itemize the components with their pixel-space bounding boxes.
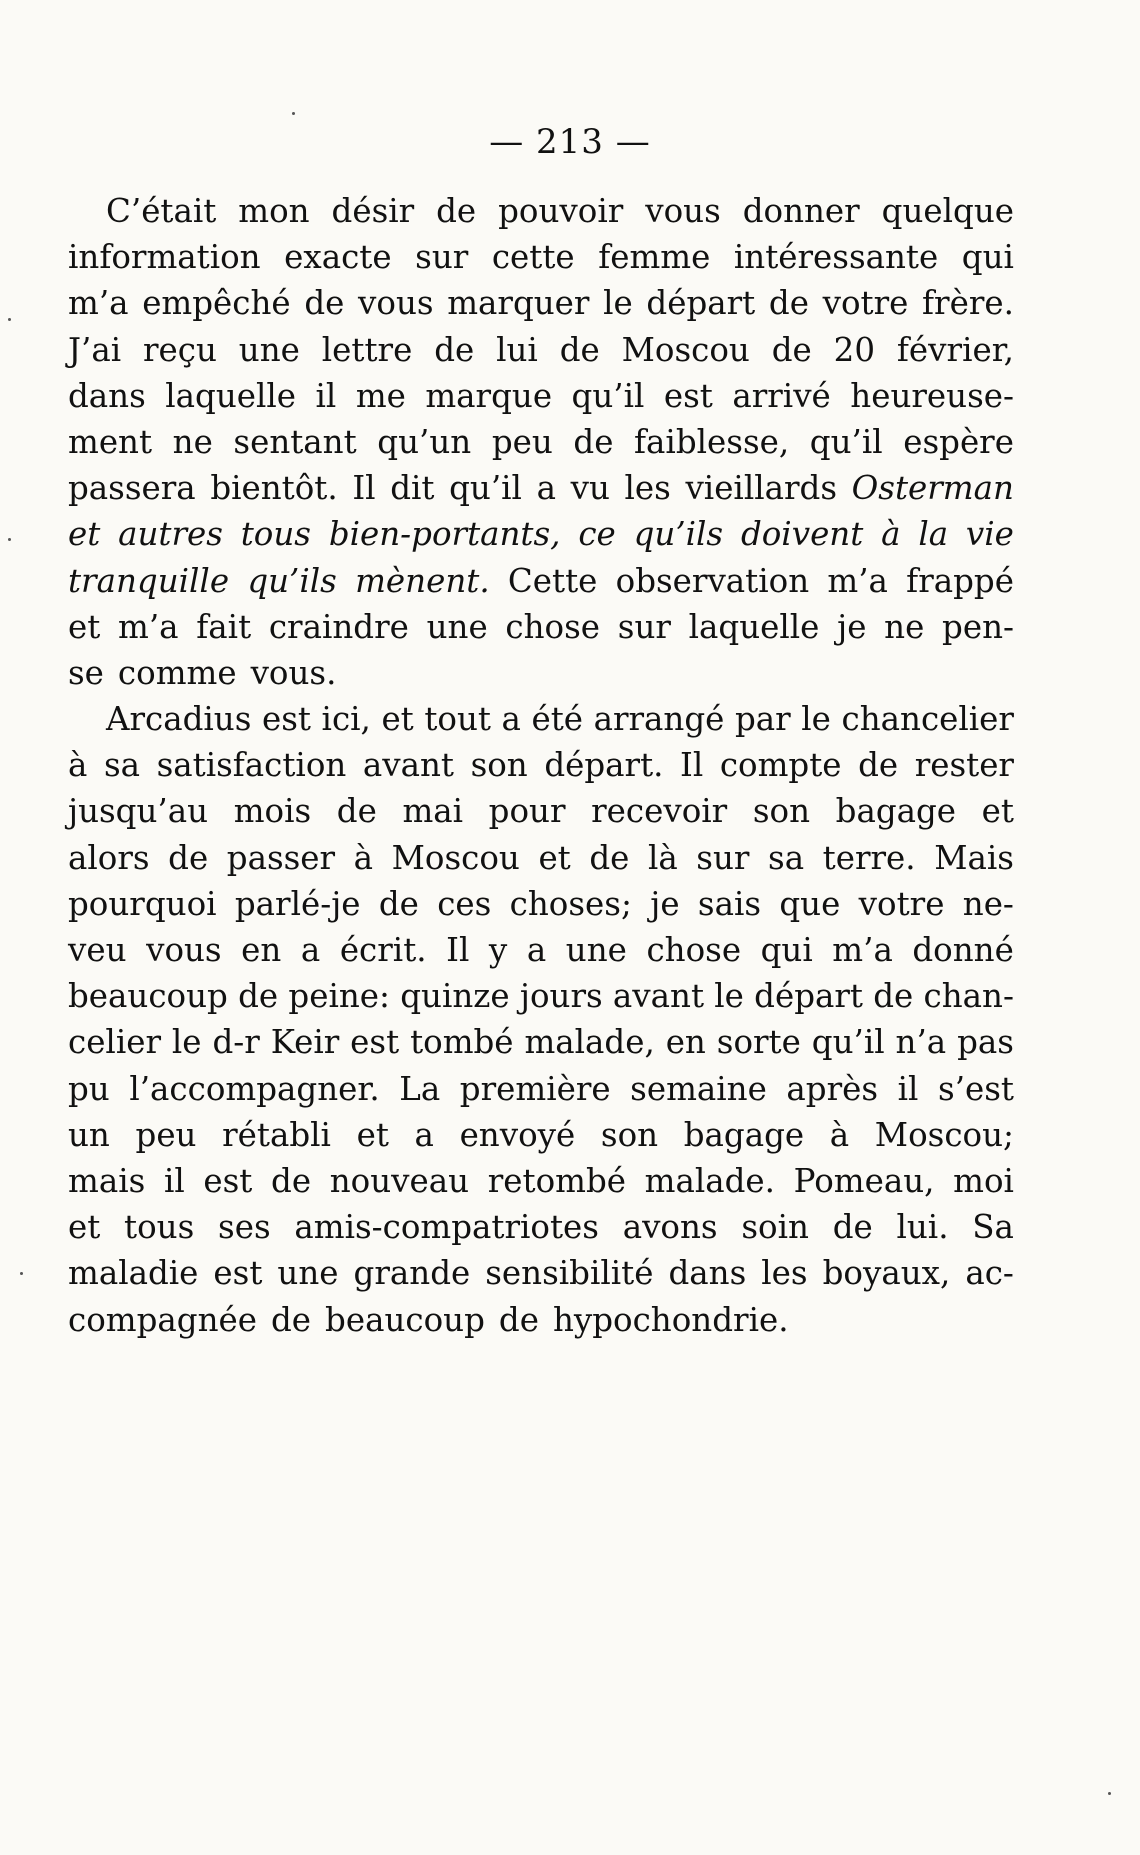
word: craindre xyxy=(268,607,409,646)
word: beaucoup xyxy=(68,977,228,1016)
text-line xyxy=(68,881,1014,927)
word: sur xyxy=(696,838,750,877)
word: est xyxy=(261,700,311,739)
word: me xyxy=(355,376,406,415)
word: tranquille xyxy=(68,561,230,600)
word: tous xyxy=(240,515,311,554)
word: ne xyxy=(172,422,213,461)
word: Moscou xyxy=(391,838,520,877)
word: ne xyxy=(884,607,925,646)
word: quinze xyxy=(400,977,510,1016)
word: alors xyxy=(68,838,150,877)
word: satisfaction xyxy=(156,746,347,785)
word: votre xyxy=(858,884,945,923)
word: le xyxy=(714,977,744,1016)
word: autres xyxy=(118,515,223,554)
word: laquelle xyxy=(165,376,297,415)
word: soin xyxy=(741,1208,809,1247)
word: une xyxy=(426,607,488,646)
word: sa xyxy=(768,838,805,877)
word: y xyxy=(488,931,508,969)
word: frappé xyxy=(906,561,1014,600)
print-speck xyxy=(20,1272,23,1275)
word: sorte xyxy=(716,1023,801,1062)
word: exacte xyxy=(284,238,392,277)
word: La xyxy=(399,1069,441,1108)
word: de xyxy=(832,1208,873,1247)
word: marque xyxy=(425,376,553,415)
word: son xyxy=(600,1115,659,1154)
word: pu xyxy=(68,1069,110,1108)
word: a xyxy=(414,1115,434,1154)
word: grande xyxy=(353,1254,471,1293)
word: vu xyxy=(570,469,610,508)
word: jours xyxy=(519,977,603,1016)
word: sentant xyxy=(233,422,357,461)
word: pen- xyxy=(942,607,1014,646)
word: donner xyxy=(742,192,860,230)
word: première xyxy=(459,1069,611,1108)
word: sa xyxy=(103,746,141,785)
text-line xyxy=(68,465,1014,511)
word: été xyxy=(531,700,584,739)
word: de xyxy=(768,284,809,323)
word: a xyxy=(526,931,547,969)
word: nouveau xyxy=(329,1161,470,1200)
word: et xyxy=(381,700,414,739)
word: arrangé xyxy=(593,700,725,739)
word: Il xyxy=(352,469,376,508)
word: C’était xyxy=(106,192,217,230)
word: observation xyxy=(615,561,810,600)
word: Il xyxy=(446,931,470,969)
word: a xyxy=(536,469,556,508)
text-line xyxy=(68,1158,1014,1204)
word: de xyxy=(498,1300,539,1339)
word: arrivé xyxy=(732,376,831,415)
word: chose xyxy=(646,931,742,969)
print-speck xyxy=(1108,1792,1111,1795)
word: a xyxy=(501,700,521,739)
text-line xyxy=(68,1204,1014,1250)
word: mois xyxy=(233,792,312,831)
word: et xyxy=(981,792,1014,831)
text-line xyxy=(68,742,1014,788)
word: mais xyxy=(68,1161,146,1200)
word: peu xyxy=(135,1115,197,1154)
word: que xyxy=(779,884,841,923)
word: la xyxy=(918,515,949,554)
word: m’a xyxy=(118,607,179,646)
word: m’a xyxy=(827,561,888,600)
word: s’est xyxy=(938,1069,1014,1108)
word: lettre xyxy=(321,330,413,369)
word: reçu xyxy=(143,330,217,369)
word: de xyxy=(434,330,475,369)
text-line xyxy=(68,1297,1014,1343)
word: son xyxy=(470,746,528,785)
word: est xyxy=(213,1254,263,1293)
word: il xyxy=(897,1069,919,1108)
body-text xyxy=(68,188,1014,1343)
word: Arcadius xyxy=(106,700,252,739)
word: intéressante xyxy=(733,238,939,277)
word: de xyxy=(873,977,914,1016)
word: malade. xyxy=(644,1161,775,1200)
word: de xyxy=(270,1300,312,1339)
word: tous xyxy=(124,1208,195,1247)
word: est xyxy=(350,1023,400,1062)
word: pouvoir xyxy=(498,192,624,230)
word: de xyxy=(336,792,377,831)
word: et xyxy=(68,1208,101,1247)
word: une xyxy=(238,330,300,369)
word: tombé xyxy=(410,1023,514,1062)
print-speck xyxy=(292,112,295,115)
word: est xyxy=(203,1161,253,1200)
word: pourquoi xyxy=(68,884,217,923)
text-line xyxy=(68,1112,1014,1158)
word: qui xyxy=(760,931,813,969)
word: lui. xyxy=(896,1208,949,1247)
word: vous xyxy=(146,931,222,969)
word: espère xyxy=(903,422,1014,461)
word: chancelier xyxy=(841,700,1014,739)
word: et xyxy=(356,1115,389,1154)
word: mai xyxy=(402,792,464,831)
print-speck xyxy=(8,318,11,321)
word: quelque xyxy=(881,192,1014,230)
word: bagage xyxy=(835,792,957,831)
word: choses; xyxy=(509,884,632,923)
word: Osterman xyxy=(851,469,1014,508)
page-number: — 213 — xyxy=(489,122,651,162)
word: de xyxy=(271,1161,312,1200)
word: terre. xyxy=(822,838,916,877)
word: Mais xyxy=(934,838,1014,877)
text-line xyxy=(68,788,1014,834)
word: de xyxy=(238,977,279,1016)
word: vous xyxy=(645,192,721,230)
word: peine: xyxy=(288,977,390,1016)
word: qu’il xyxy=(571,376,645,415)
word: envoyé xyxy=(459,1115,576,1154)
word: le xyxy=(603,284,633,323)
word: frère. xyxy=(922,284,1014,323)
word: de xyxy=(589,838,630,877)
word: qu’il xyxy=(449,469,522,508)
word: doivent xyxy=(740,515,864,554)
word: de xyxy=(304,284,345,323)
word: ce xyxy=(578,515,616,554)
text-line xyxy=(68,188,1014,234)
word: son xyxy=(752,792,811,831)
text-line xyxy=(68,373,1014,419)
word: le xyxy=(801,700,831,739)
word: passer xyxy=(226,838,336,877)
word: je xyxy=(650,884,680,923)
word: marquer xyxy=(447,284,590,323)
text-line xyxy=(68,558,1014,604)
text-line xyxy=(68,327,1014,373)
word: de xyxy=(858,746,899,785)
text-line xyxy=(68,650,1014,696)
word: ses xyxy=(218,1208,271,1247)
word: 20 xyxy=(833,330,876,369)
word: après xyxy=(786,1069,879,1108)
word: recevoir xyxy=(591,792,728,831)
word: une xyxy=(565,931,627,969)
word: il xyxy=(163,1161,185,1200)
word: Cette xyxy=(507,561,598,600)
word: de xyxy=(168,838,209,877)
text-line xyxy=(68,927,1014,973)
print-speck xyxy=(8,538,11,541)
word: information xyxy=(68,238,261,277)
word: de xyxy=(378,884,419,923)
word: heureuse- xyxy=(850,376,1014,415)
word: ces xyxy=(437,884,492,923)
word: sur xyxy=(415,238,469,277)
text-line xyxy=(68,419,1014,465)
word: désir xyxy=(331,192,415,230)
word: semaine xyxy=(630,1069,767,1108)
word: l’accompagner. xyxy=(129,1069,380,1108)
word: est xyxy=(663,376,713,415)
word: vie xyxy=(965,515,1014,554)
word: Pomeau, xyxy=(793,1161,935,1200)
word: moi xyxy=(953,1161,1014,1200)
word: dit xyxy=(390,469,435,508)
word: votre xyxy=(822,284,909,323)
word: Il xyxy=(680,746,704,785)
word: a xyxy=(300,931,321,969)
word: avons xyxy=(622,1208,718,1247)
word: se xyxy=(68,653,104,692)
word: ment xyxy=(68,422,153,461)
word: qu’ils xyxy=(633,515,724,554)
text-line xyxy=(68,604,1014,650)
word: qu’il xyxy=(809,422,883,461)
word: avant xyxy=(362,746,454,785)
word: maladie xyxy=(68,1254,199,1293)
word: ne- xyxy=(962,884,1014,923)
word: qu’un xyxy=(377,422,472,461)
word: lui xyxy=(496,330,538,369)
word: en xyxy=(241,931,282,969)
word: dans xyxy=(68,376,146,415)
word: le xyxy=(171,1023,202,1062)
word: à xyxy=(353,838,374,877)
word: chan- xyxy=(923,977,1014,1016)
word: vieillards xyxy=(685,469,838,508)
word: de xyxy=(771,330,812,369)
word: un xyxy=(68,1115,110,1154)
word: amis-compatriotes xyxy=(294,1208,599,1247)
word: qui xyxy=(961,238,1014,277)
word: à xyxy=(829,1115,850,1154)
word: n’a xyxy=(895,1023,947,1062)
word: veu xyxy=(68,931,127,969)
word: passera xyxy=(68,469,196,508)
word: je xyxy=(837,607,867,646)
word: en xyxy=(665,1023,706,1062)
word: cette xyxy=(491,238,575,277)
word: sais xyxy=(697,884,762,923)
word: de xyxy=(573,422,614,461)
word: comme xyxy=(117,653,237,692)
word: avant xyxy=(612,977,705,1016)
word: empêché xyxy=(142,284,291,323)
word: femme xyxy=(598,238,711,277)
word: vous. xyxy=(250,653,337,692)
word: compagnée xyxy=(68,1300,257,1339)
word: de xyxy=(436,192,477,230)
word: et xyxy=(68,515,101,554)
word: ici, xyxy=(321,700,371,739)
word: rester xyxy=(914,746,1014,785)
word: J’ai xyxy=(68,330,122,369)
word: départ. xyxy=(544,746,664,785)
word: écrit. xyxy=(339,931,427,969)
word: et xyxy=(68,607,101,646)
text-line xyxy=(68,835,1014,881)
word: les xyxy=(761,1254,808,1293)
word: parlé-je xyxy=(234,884,361,923)
word: Keir xyxy=(270,1023,340,1062)
word: laquelle xyxy=(688,607,820,646)
word: à xyxy=(68,746,88,785)
word: qu’il xyxy=(811,1023,885,1062)
text-line xyxy=(68,234,1014,280)
word: d-r xyxy=(212,1023,260,1062)
word: Sa xyxy=(972,1208,1014,1247)
word: ac- xyxy=(965,1254,1014,1293)
word: m’a xyxy=(68,284,129,323)
word: sensibilité xyxy=(485,1254,654,1293)
word: de xyxy=(559,330,600,369)
word: pour xyxy=(488,792,566,831)
word: boyaux, xyxy=(822,1254,951,1293)
word: il xyxy=(315,376,337,415)
word: les xyxy=(624,469,671,508)
word: et xyxy=(538,838,571,877)
word: mon xyxy=(238,192,310,230)
word: Moscou xyxy=(621,330,750,369)
word: vous xyxy=(358,284,434,323)
word: chose xyxy=(505,607,601,646)
word: départ xyxy=(754,977,863,1016)
word: départ xyxy=(646,284,756,323)
word: tout xyxy=(424,700,491,739)
text-line xyxy=(68,1066,1014,1112)
word: bientôt. xyxy=(210,469,338,508)
word: là xyxy=(647,838,678,877)
word: une xyxy=(277,1254,339,1293)
text-line xyxy=(68,696,1014,742)
word: beaucoup xyxy=(325,1300,485,1339)
word: à xyxy=(881,515,901,554)
word: malade, xyxy=(524,1023,655,1062)
word: bien-portants, xyxy=(328,515,561,554)
word: mènent. xyxy=(355,561,490,600)
word: dans xyxy=(668,1254,747,1293)
word: hypochondrie. xyxy=(552,1300,789,1339)
word: bagage xyxy=(683,1115,805,1154)
text-line xyxy=(68,511,1014,557)
word: sur xyxy=(617,607,671,646)
word: donné xyxy=(912,931,1014,969)
word: fait xyxy=(196,607,252,646)
text-line xyxy=(68,1250,1014,1296)
word: qu’ils xyxy=(247,561,337,600)
word: par xyxy=(734,700,791,739)
word: compte xyxy=(719,746,842,785)
text-line xyxy=(68,280,1014,326)
word: peu xyxy=(491,422,553,461)
word: m’a xyxy=(832,931,893,969)
text-line xyxy=(68,1019,1014,1065)
word: retombé xyxy=(487,1161,626,1200)
word: pas xyxy=(957,1023,1014,1062)
word: jusqu’au xyxy=(68,792,209,831)
word: faiblesse, xyxy=(634,422,790,461)
word: rétabli xyxy=(222,1115,331,1154)
word: Moscou; xyxy=(874,1115,1014,1154)
text-line xyxy=(68,973,1014,1019)
word: celier xyxy=(68,1023,161,1062)
word: février, xyxy=(896,330,1014,369)
